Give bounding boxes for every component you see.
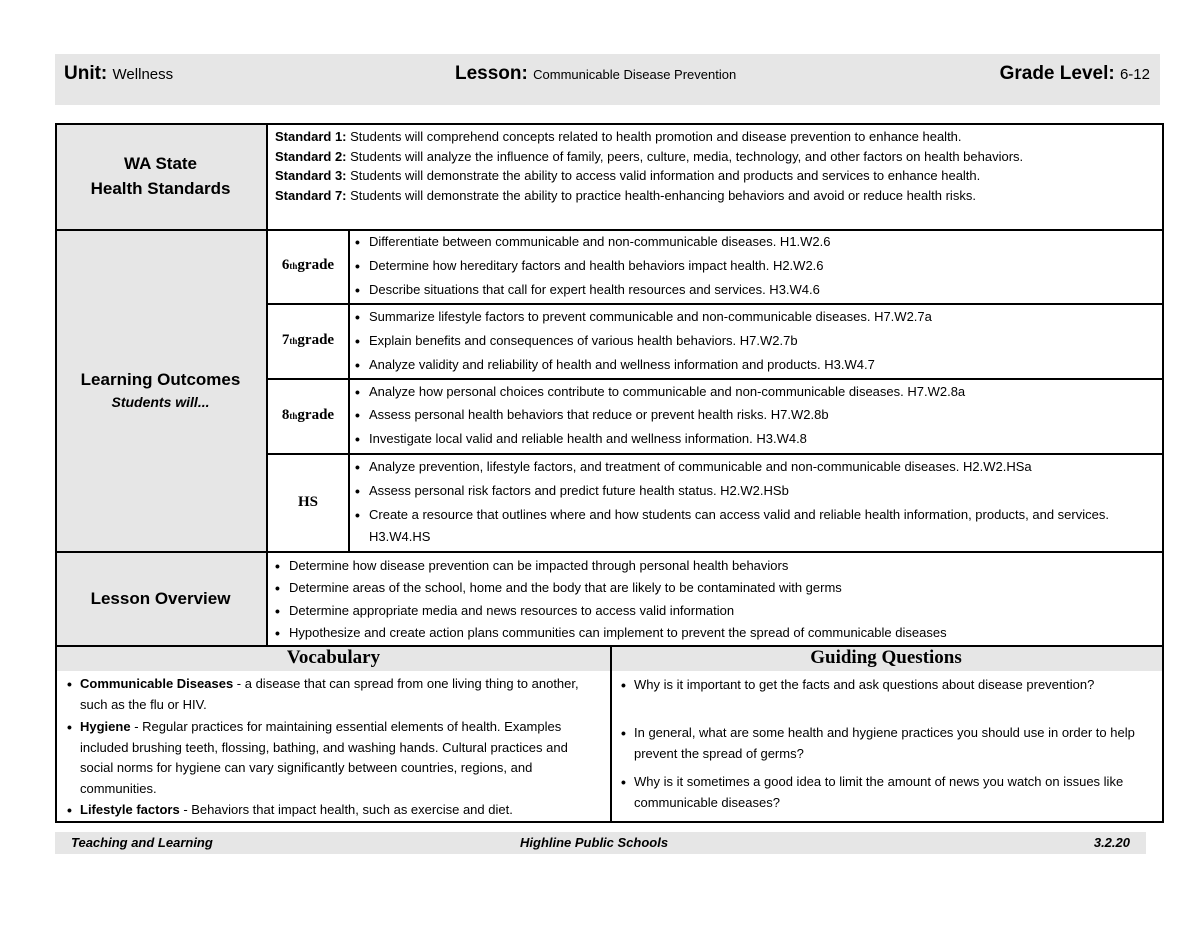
outcome-item: • Differentiate between communicable and non-communicable diseases. H1.W2.6: [369, 231, 831, 253]
header-band: [55, 54, 1160, 105]
outcome-item: • Analyze validity and reliability of health and wellness information and products. H3.W4.7: [369, 354, 875, 376]
learning-outcomes-title: Learning Outcomes: [80, 369, 241, 389]
outcome-item: • Create a resource that outlines where and how students can access valid and reliable health information, products, and services. H3.W4.HS: [369, 504, 1154, 548]
unit-value: Wellness: [112, 66, 174, 83]
outcome-item: • Describe situations that call for expert health resources and services. H3.W4.6: [369, 279, 820, 301]
guiding-questions-heading: Guiding Questions: [810, 647, 962, 668]
overview-item: • Determine appropriate media and news resources to access valid information: [289, 600, 734, 622]
standards-label: [57, 125, 264, 227]
standard-item: Standard 1: Students will comprehend concepts related to health promotion and disease prevention to enhance health.: [275, 129, 962, 144]
overview-item: • Determine areas of the school, home and the body that are likely to be contaminated with germs: [289, 577, 842, 599]
vocabulary-item: • Hygiene - Regular practices for maintaining essential elements of health. Examples included brushing teeth, flossing, bathing, and washing hands. Cultural practices and social norms for hygiene can vary significantly between countries, regions, and communities.: [80, 717, 590, 799]
vocabulary-item: • Communicable Diseases - a disease that can spread from one living thing to another, such as the flu or HIV.: [80, 674, 600, 715]
grade-level-label: Grade Level:: [999, 63, 1115, 84]
guiding-question: • Why is it important to get the facts and ask questions about disease prevention?: [634, 675, 1144, 696]
overview-item: • Hypothesize and create action plans communities can implement to prevent the spread of communicable diseases: [289, 622, 947, 644]
grade-hs-label: HS: [297, 493, 318, 510]
overview-item: • Determine how disease prevention can be impacted through personal health behaviors: [289, 555, 788, 577]
grade-level-heading: [1000, 63, 1150, 85]
standard-item: Standard 7: Students will demonstrate the ability to practice health-enhancing behaviors and avoid or reduce health risks.: [275, 187, 976, 203]
footer-center: Highline Public Schools: [520, 835, 669, 850]
lesson-label: Lesson:: [455, 63, 528, 84]
unit-label: Unit:: [64, 63, 108, 84]
outcome-item: • Analyze how personal choices contribute to communicable and non-communicable diseases. H7.W2.8a: [369, 381, 965, 403]
outcome-item: • Explain benefits and consequences of various health behaviors. H7.W2.7b: [369, 330, 798, 352]
guiding-question: • Why is it sometimes a good idea to limit the amount of news you watch on issues like communicable diseases?: [634, 772, 1154, 813]
vocabulary-heading: Vocabulary: [286, 647, 381, 668]
footer-right: 3.2.20: [1093, 835, 1130, 850]
outcome-item: • Assess personal risk factors and predict future health status. H2.W2.HSb: [369, 480, 789, 502]
vocabulary-item: • Lifestyle factors - Behaviors that impact health, such as exercise and diet.: [80, 800, 600, 821]
standards-label-line2: Health Standards: [90, 179, 231, 198]
grade-6-label: 6 th grade: [281, 257, 335, 273]
grade-7-label: 7 th grade: [281, 332, 335, 348]
footer-band: [55, 832, 1146, 854]
outcome-item: • Investigate local valid and reliable health and wellness information. H3.W4.8: [369, 428, 807, 450]
standard-item: Standard 2: Students will analyze the influence of family, peers, culture, media, technology, and other factors on health behaviors.: [275, 148, 1024, 164]
outcome-item: • Assess personal health behaviors that reduce or prevent health risks. H7.W2.8b: [369, 404, 829, 426]
lesson-overview-title: Lesson Overview: [90, 588, 231, 608]
unit-heading: [64, 63, 173, 85]
standards-list: [275, 127, 1155, 205]
footer-left: Teaching and Learning: [71, 835, 213, 850]
grade-level-value: 6-12: [1119, 66, 1150, 83]
outcome-item: • Analyze prevention, lifestyle factors, and treatment of communicable and non-communicable diseases. H2.W2.HSa: [369, 456, 1032, 478]
lesson-overview-label: [57, 551, 264, 645]
standards-label-line1: WA State: [123, 154, 198, 173]
lesson-value: Communicable Disease Prevention: [533, 67, 737, 82]
guiding-question: • In general, what are some health and hygiene practices you should use in order to help prevent the spread of germs?: [634, 723, 1144, 764]
learning-outcomes-label: [57, 229, 264, 549]
standard-item: Standard 3: Students will demonstrate the ability to access valid information and products and services to enhance health.: [275, 168, 981, 184]
outcome-item: • Determine how hereditary factors and health behaviors impact health. H2.W2.6: [369, 255, 824, 277]
outcome-item: • Summarize lifestyle factors to prevent communicable and non-communicable diseases. H7.W2.7a: [369, 306, 932, 328]
lesson-heading: [455, 63, 736, 85]
learning-outcomes-subtitle: Students will...: [111, 393, 210, 410]
grade-8-label: 8 th grade: [281, 407, 335, 423]
